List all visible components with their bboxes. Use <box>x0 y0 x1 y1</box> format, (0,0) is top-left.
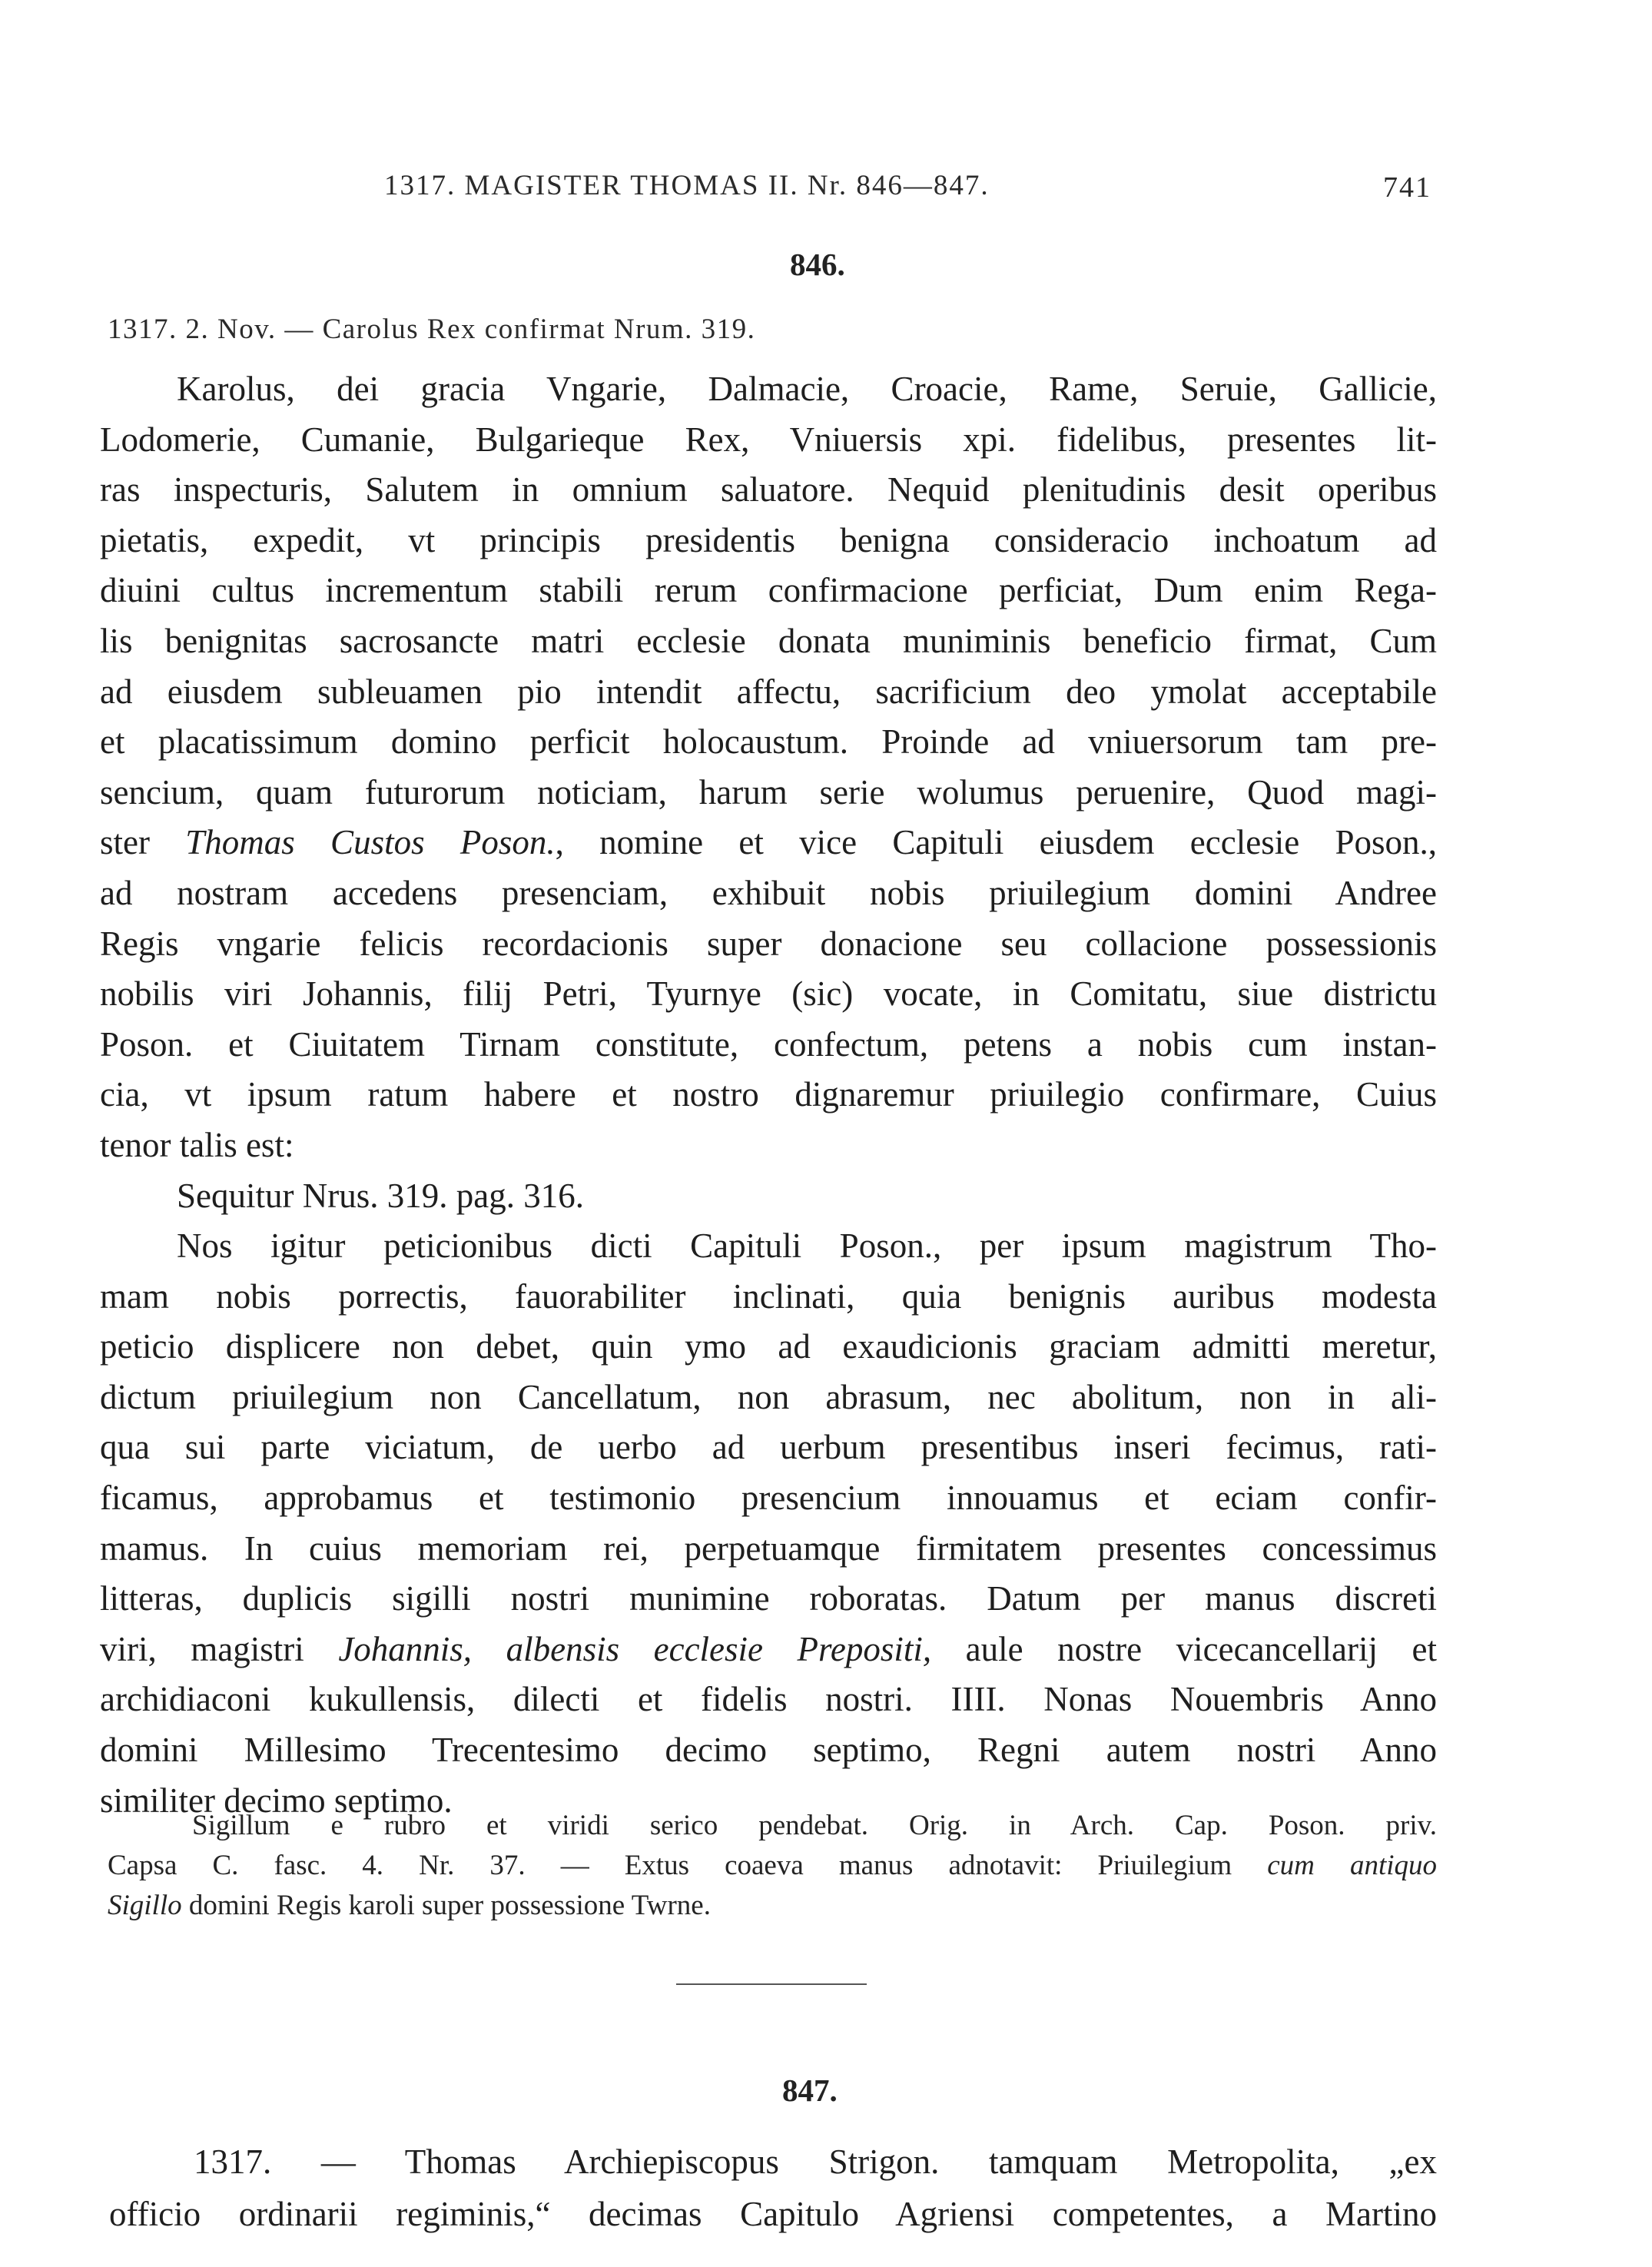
body-line: Poson. et Ciuitatem Tirnam constitute, confectum, petens a nobis cum instan- <box>100 1024 1437 1064</box>
page-number: 741 <box>1383 171 1431 204</box>
document-body-846 <box>100 364 1437 1826</box>
document-number-846: 846. <box>790 247 845 282</box>
text-segment: , nomine et vice Capituli eiusdem ecclesie Poson., <box>555 823 1437 862</box>
body-line: Karolus, dei gracia Vngarie, Dalmacie, Croacie, Rame, Seruie, Gallicie, <box>177 370 1437 408</box>
body-line: dictum priuilegium non Cancellatum, non abrasum, nec abolitum, non in ali- <box>100 1377 1437 1416</box>
section-separator <box>676 1983 867 1985</box>
text-segment: aule nostre vicecancellarij et <box>931 1629 1437 1668</box>
body-line: ras inspecturis, Salutem in omnium saluatore. Nequid plenitudinis desit operibus <box>100 470 1437 509</box>
body-line: litteras, duplicis sigilli nostri munimine roboratas. Datum per manus discreti <box>100 1579 1437 1618</box>
sequitur-line: Sequitur Nrus. 319. pag. 316. <box>177 1176 584 1215</box>
body-line: officio ordinarii regiminis,“ decimas Capitulo Agriensi competentes, a Martino <box>109 2195 1437 2233</box>
text-segment: domini Regis karoli super possessione Twrne. <box>181 1890 711 1921</box>
text-segment: ster <box>100 823 186 862</box>
italic-phrase: cum antiquo <box>1267 1850 1438 1881</box>
body-line: Lodomerie, Cumanie, Bulgarieque Rex, Vniuersis xpi. fidelibus, presentes lit- <box>100 420 1437 459</box>
body-line-custos <box>100 818 1437 868</box>
body-line: mamus. In cuius memoriam rei, perpetuamque firmitatem presentes concessimus <box>100 1528 1437 1568</box>
body-line: domini Millesimo Trecentesimo decimo septimo, Regni autem nostri Anno <box>100 1731 1437 1770</box>
body-line: nobilis viri Johannis, filij Petri, Tyurnye (sic) vocate, in Comitatu, siue districtu <box>100 974 1437 1014</box>
body-line: ad nostram accedens presenciam, exhibuit nobis priuilegium domini Andree <box>100 873 1437 912</box>
body-line: 1317. — Thomas Archiepiscopus Strigon. tamquam Metropolita, „ex <box>194 2143 1437 2181</box>
body-line: diuini cultus incrementum stabili rerum confirmacione perficiat, Dum enim Rega- <box>100 571 1437 610</box>
body-line-datum <box>100 1625 1437 1675</box>
document-number-847: 847. <box>782 2073 838 2108</box>
body-line: ficamus, approbamus et testimonio presencium innouamus et eciam confir- <box>100 1479 1437 1518</box>
body-line: ad eiusdem subleuamen pio intendit affectu, sacrificium deo ymolat acceptabile <box>100 672 1437 711</box>
body-line: et placatissimum domino perficit holocaustum. Proinde ad vniuersorum tam pre- <box>100 722 1437 762</box>
italic-name: Thomas Custos Poson. <box>185 823 556 862</box>
date-line-846: 1317. 2. Nov. — Carolus Rex confirmat Nrum. 319. <box>108 314 756 345</box>
text-segment: Capsa C. fasc. 4. Nr. 37. — Extus coaeva manus adnotavit: Priuilegium <box>108 1850 1268 1881</box>
body-line: pietatis, expedit, vt principis presidentis benigna consideracio inchoatum ad <box>100 520 1437 559</box>
note-line <box>108 1846 1437 1886</box>
body-line: similiter decimo septimo. <box>100 1781 453 1820</box>
body-line: lis benignitas sacrosancte matri ecclesie donata muniminis beneficio firmat, Cum <box>100 621 1437 660</box>
italic-name: Johannis, albensis ecclesie Prepositi, <box>338 1629 932 1668</box>
body-line: sencium, quam futurorum noticiam, harum serie wolumus peruenire, Quod magi- <box>100 772 1437 812</box>
note-line: Sigillum e rubro et viridi serico pendebat. Orig. in Arch. Cap. Poson. priv. <box>192 1810 1437 1841</box>
archival-note-846 <box>108 1806 1437 1926</box>
body-line: archidiaconi kukullensis, dilecti et fidelis nostri. IIII. Nonas Nouembris Anno <box>100 1680 1437 1719</box>
body-line: qua sui parte viciatum, de uerbo ad uerbum presentibus inseri fecimus, rati- <box>100 1428 1437 1467</box>
document-body-847 <box>109 2136 1437 2240</box>
body-line: peticio displicere non debet, quin ymo ad exaudicionis graciam admitti meretur, <box>100 1327 1437 1366</box>
body-line: cia, vt ipsum ratum habere et nostro dignaremur priuilegio confirmare, Cuius <box>100 1075 1437 1114</box>
running-head: 1317. MAGISTER THOMAS II. Nr. 846—847. <box>384 170 990 201</box>
body-line: mam nobis porrectis, fauorabiliter inclinati, quia benignis auribus modesta <box>100 1276 1437 1316</box>
body-line: tenor talis est: <box>100 1125 294 1164</box>
note-line <box>108 1886 1437 1926</box>
italic-phrase: Sigillo <box>108 1890 182 1921</box>
body-line: Regis vngarie felicis recordacionis super donacione seu collacione possessionis <box>100 924 1437 963</box>
body-line: Nos igitur peticionibus dicti Capituli Poson., per ipsum magistrum Tho- <box>177 1226 1437 1266</box>
text-segment: viri, magistri <box>100 1629 339 1668</box>
